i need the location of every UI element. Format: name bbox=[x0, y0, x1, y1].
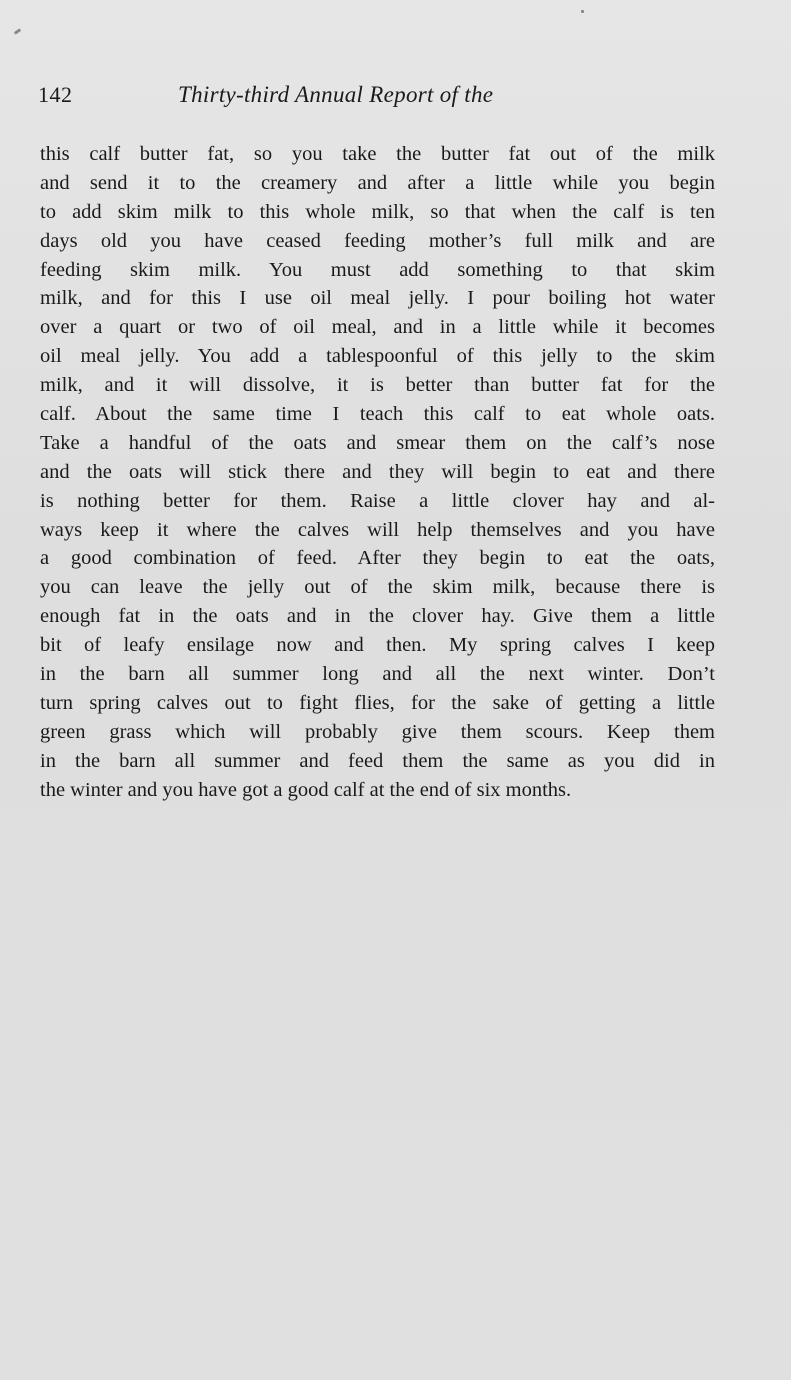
page-number: 142 bbox=[38, 82, 73, 107]
text-line: in the barn all summer and feed them the same as you did in bbox=[40, 749, 715, 772]
text-line: and the oats will stick there and they will begin to eat and there bbox=[40, 460, 715, 483]
text-line: days old you have ceased feeding mother’s full milk and are bbox=[40, 229, 715, 252]
text-line: over a quart or two of oil meal, and in a little while it becomes bbox=[40, 316, 715, 339]
text-line: bit of leafy ensilage now and then. My spring calves I keep bbox=[40, 634, 715, 657]
text-line: to add skim milk to this whole milk, so that when the calf is ten bbox=[40, 200, 715, 223]
text-line: oil meal jelly. You add a tablespoonful of this jelly to the skim bbox=[40, 345, 715, 368]
text-line: in the barn all summer long and all the next winter. Don’t bbox=[40, 663, 715, 686]
text-line: this calf butter fat, so you take the butter fat out of the milk bbox=[40, 143, 715, 165]
text-line: feeding skim milk. You must add something to that skim bbox=[40, 258, 715, 281]
running-head: Thirty-third Annual Report of the bbox=[178, 82, 494, 107]
text-line: a good combination of feed. After they begin to eat the oats, bbox=[40, 547, 715, 570]
text-line: and send it to the creamery and after a little while you begin bbox=[40, 171, 715, 194]
text-line: is nothing better for them. Raise a little clover hay and al- bbox=[40, 489, 715, 512]
text-line: milk, and for this I use oil meal jelly. I pour boiling hot water bbox=[40, 287, 715, 310]
text-line: Take a handful of the oats and smear them on the calf’s nose bbox=[40, 431, 715, 454]
text-line: calf. About the same time I teach this calf to eat whole oats. bbox=[40, 403, 715, 426]
page-header bbox=[38, 82, 753, 112]
text-line: turn spring calves out to fight flies, for the sake of getting a little bbox=[40, 691, 715, 714]
text-line: you can leave the jelly out of the skim milk, because there is bbox=[40, 576, 715, 599]
print-mark-top-right bbox=[581, 10, 584, 13]
text-line: milk, and it will dissolve, it is better than butter fat for the bbox=[40, 374, 715, 397]
text-line: green grass which will probably give them scours. Keep them bbox=[40, 720, 715, 743]
body-paragraph bbox=[40, 140, 715, 804]
text-line: enough fat in the oats and in the clover hay. Give them a little bbox=[40, 605, 715, 628]
text-line: ways keep it where the calves will help themselves and you have bbox=[40, 518, 715, 541]
print-mark-top-left bbox=[14, 28, 21, 34]
text-line: the winter and you have got a good calf at the end of six months. bbox=[40, 778, 572, 801]
